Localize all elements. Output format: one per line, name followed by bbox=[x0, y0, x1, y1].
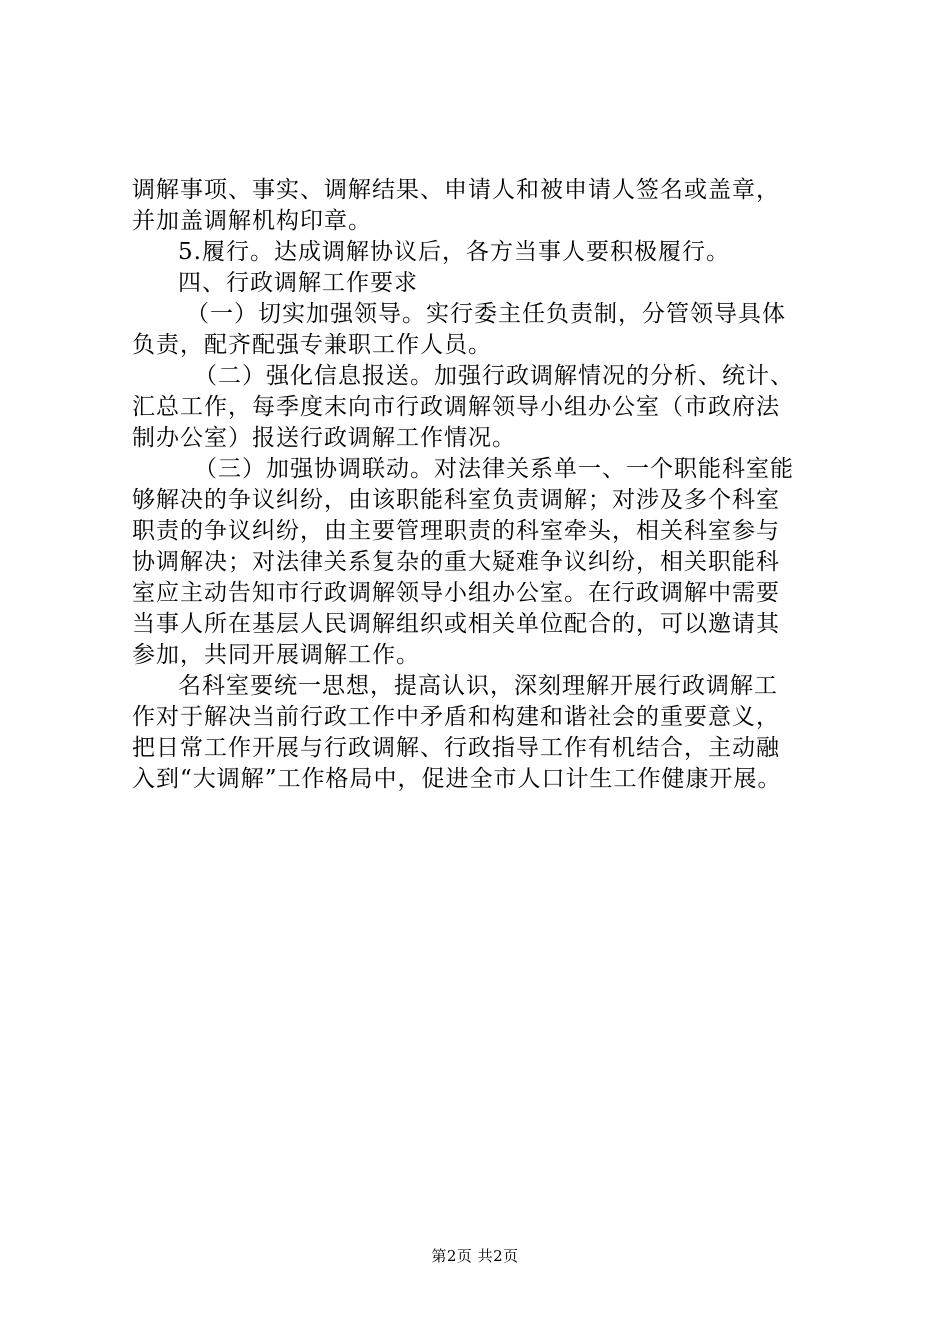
text-line: 当事人所在基层人民调解组织或相关单位配合的，可以邀请其 bbox=[132, 611, 780, 637]
text-line: 职责的争议纠纷，由主要管理职责的科室牵头，相关科室参与 bbox=[132, 518, 780, 544]
text-line: 制办公室）报送行政调解工作情况。 bbox=[132, 425, 516, 451]
text-line: 名科室要统一思想，提高认识，深刻理解开展行政调解工 bbox=[178, 673, 778, 699]
text-line: （二）强化信息报送。加强行政调解情况的分析、统计、 bbox=[194, 363, 794, 389]
section-heading: 四、行政调解工作要求 bbox=[178, 270, 418, 296]
text-line: 5.履行。达成调解协议后，各方当事人要积极履行。 bbox=[178, 239, 730, 265]
text-line: 并加盖调解机构印章。 bbox=[132, 208, 372, 234]
text-line: 负责，配齐配强专兼职工作人员。 bbox=[132, 332, 492, 358]
text-line: 调解事项、事实、调解结果、申请人和被申请人签名或盖章， bbox=[132, 177, 780, 203]
text-line: 汇总工作，每季度末向市行政调解领导小组办公室（市政府法 bbox=[132, 394, 780, 420]
text-line: （一）切实加强领导。实行委主任负责制，分管领导具体 bbox=[186, 301, 786, 327]
text-line: 协调解决；对法律关系复杂的重大疑难争议纠纷，相关职能科 bbox=[132, 549, 780, 575]
text-line: 参加，共同开展调解工作。 bbox=[132, 642, 420, 668]
text-line: 室应主动告知市行政调解领导小组办公室。在行政调解中需要 bbox=[132, 580, 780, 606]
document-body bbox=[132, 175, 847, 795]
text-line: 入到“大调解”工作格局中，促进全市人口计生工作健康开展。 bbox=[132, 766, 782, 792]
page-number-footer: 第2页 共2页 bbox=[431, 1247, 519, 1265]
text-line: （三）加强协调联动。对法律关系单一、一个职能科室能 bbox=[194, 456, 794, 482]
text-line: 作对于解决当前行政工作中矛盾和构建和谐社会的重要意义， bbox=[132, 704, 780, 730]
text-line: 把日常工作开展与行政调解、行政指导工作有机结合，主动融 bbox=[132, 735, 780, 761]
text-line: 够解决的争议纠纷，由该职能科室负责调解；对涉及多个科室 bbox=[132, 487, 780, 513]
